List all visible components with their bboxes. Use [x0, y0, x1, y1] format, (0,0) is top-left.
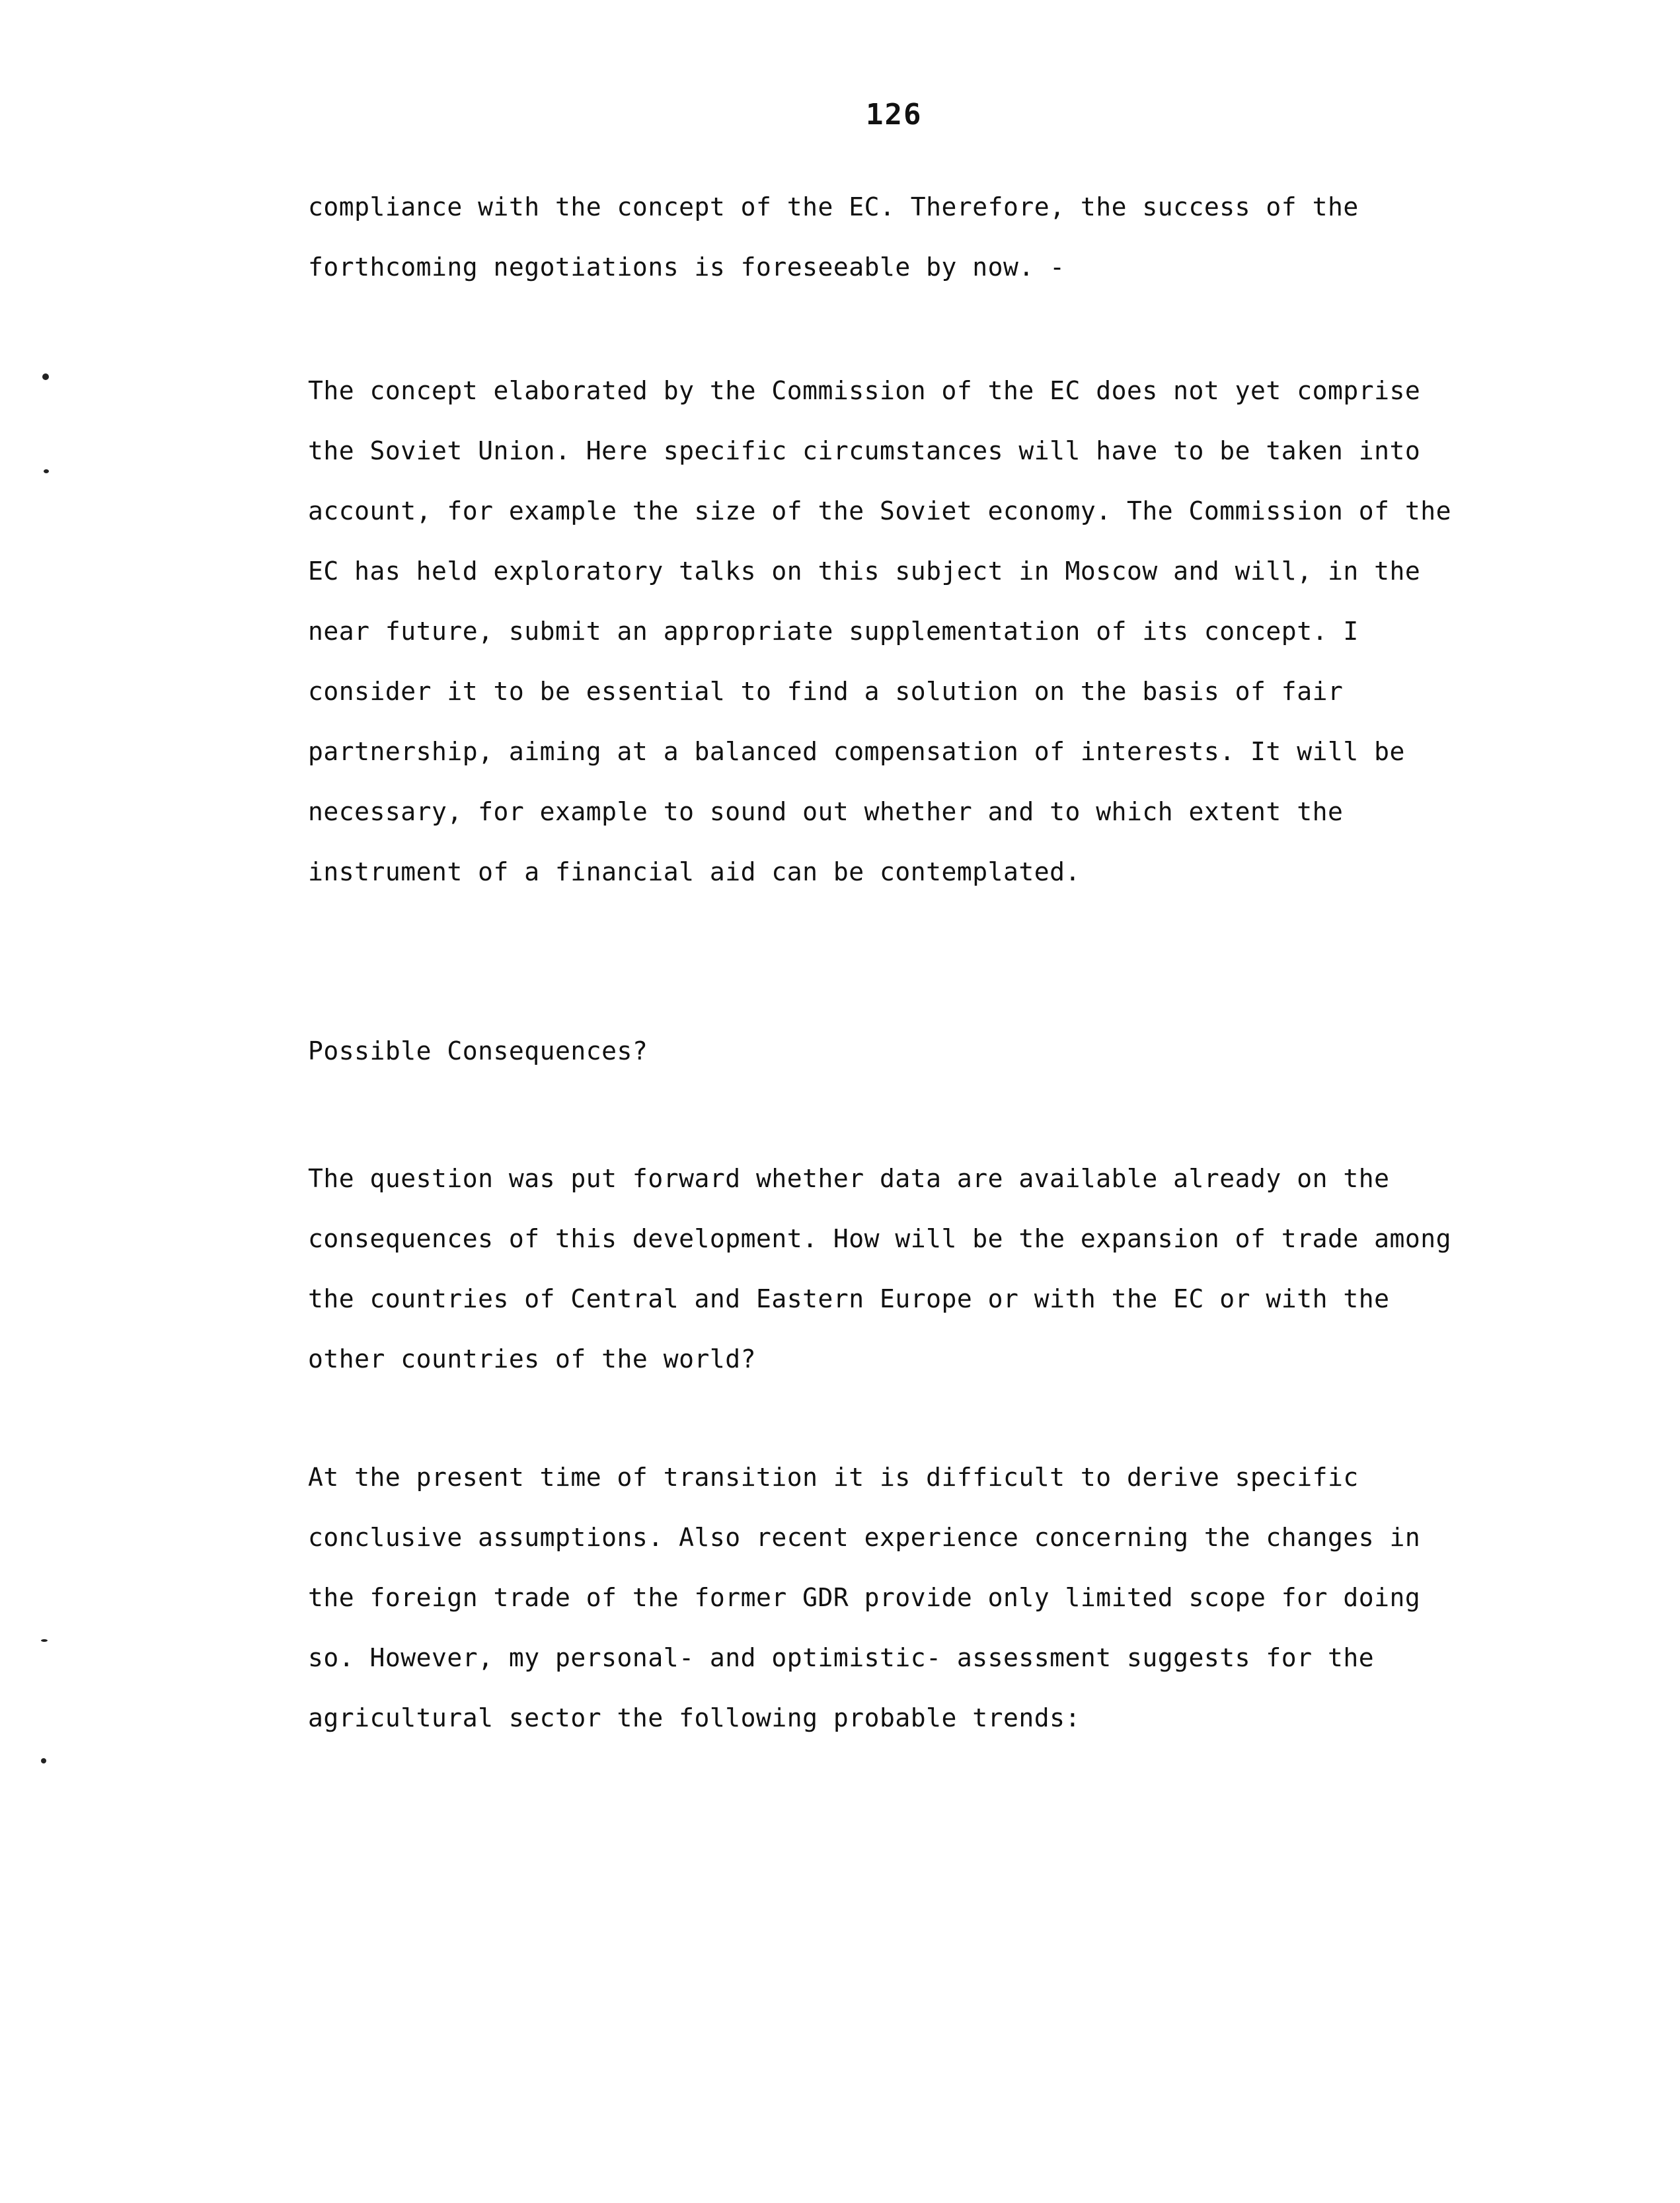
text-line: the countries of Central and Eastern Europe or with the EC or with the	[308, 1284, 1390, 1313]
scan-speck	[41, 1639, 48, 1642]
text-line: account, for example the size of the Soviet economy. The Commission of the	[308, 496, 1451, 525]
scan-speck	[42, 373, 49, 380]
text-line: near future, submit an appropriate supplementation of its concept. I	[308, 617, 1359, 646]
page-number: 126	[866, 98, 923, 132]
text-line: consequences of this development. How will be the expansion of trade among	[308, 1224, 1451, 1253]
text-line: conclusive assumptions. Also recent experience concerning the changes in	[308, 1523, 1421, 1552]
text-line: other countries of the world?	[308, 1344, 756, 1373]
scan-speck	[41, 1758, 46, 1763]
text-line: the foreign trade of the former GDR provide only limited scope for doing	[308, 1583, 1421, 1612]
text-line: partnership, aiming at a balanced compensation of interests. It will be	[308, 737, 1405, 766]
paragraph-transition	[308, 1448, 1511, 1748]
paragraph-question	[308, 1149, 1511, 1389]
text-line: The concept elaborated by the Commission of the EC does not yet comprise	[308, 376, 1421, 405]
text-line: compliance with the concept of the EC. Therefore, the success of the	[308, 192, 1359, 221]
section-heading: Possible Consequences?	[308, 1036, 648, 1065]
text-line: the Soviet Union. Here specific circumstances will have to be taken into	[308, 436, 1421, 465]
paragraph-compliance	[308, 177, 1511, 297]
text-line: agricultural sector the following probable trends:	[308, 1703, 1081, 1732]
text-line: instrument of a financial aid can be contemplated.	[308, 857, 1081, 886]
text-line: so. However, my personal- and optimistic- assessment suggests for the	[308, 1643, 1375, 1672]
text-line: At the present time of transition it is difficult to derive specific	[308, 1463, 1359, 1492]
text-line: necessary, for example to sound out whether and to which extent the	[308, 797, 1344, 826]
scan-speck	[44, 469, 49, 473]
text-line: The question was put forward whether data are available already on the	[308, 1164, 1390, 1193]
text-line: consider it to be essential to find a solution on the basis of fair	[308, 677, 1344, 706]
paragraph-soviet-union	[308, 361, 1511, 902]
text-line: forthcoming negotiations is foreseeable by now. -	[308, 252, 1065, 282]
text-line: EC has held exploratory talks on this subject in Moscow and will, in the	[308, 557, 1421, 586]
